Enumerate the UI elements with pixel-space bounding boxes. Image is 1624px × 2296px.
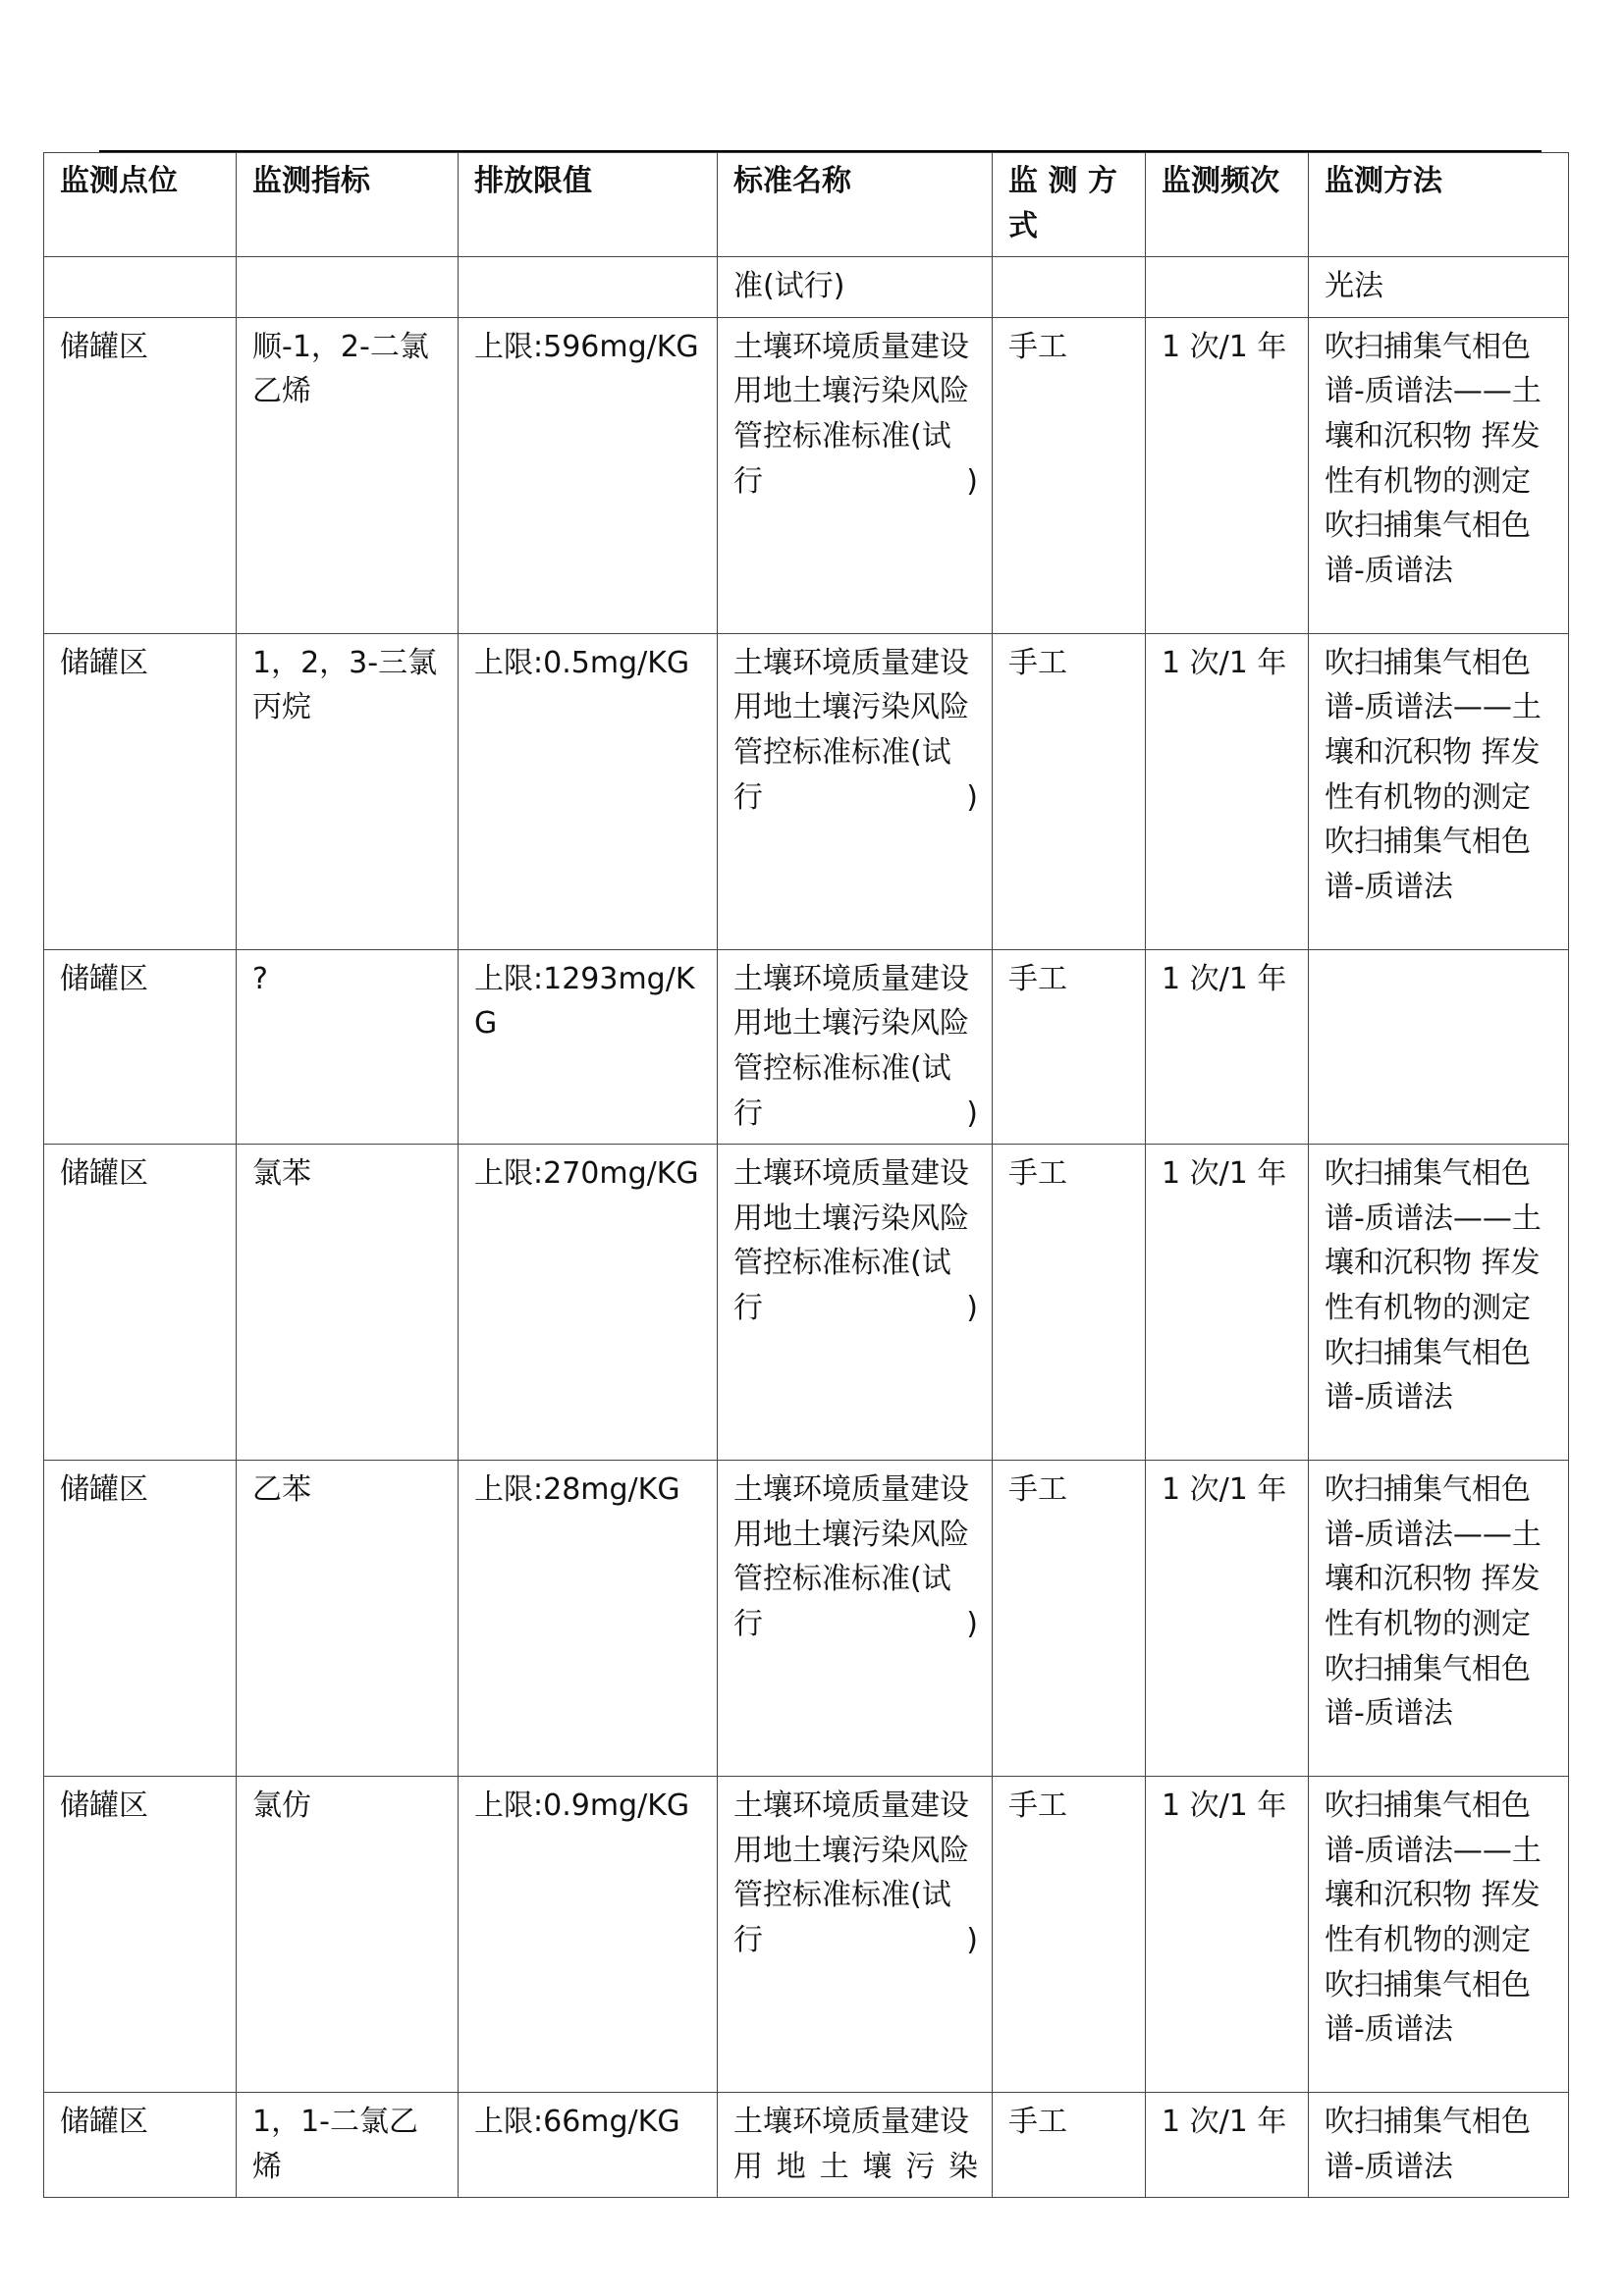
cell-indicator: 顺-1，2-二氯乙烯 bbox=[237, 317, 459, 633]
table-row bbox=[44, 1461, 1569, 1777]
cell-mode: 手工 bbox=[993, 1461, 1146, 1777]
cell-mode: 手工 bbox=[993, 1777, 1146, 2093]
cell-frequency: 1 次/1 年 bbox=[1146, 2093, 1309, 2198]
cell-method: 吹扫捕集气相色谱-质谱法——土壤和沉积物 挥发性有机物的测定 吹扫捕集气相色谱-质谱法 bbox=[1309, 317, 1569, 633]
cell-frequency: 1 次/1 年 bbox=[1146, 1777, 1309, 2093]
cell-mode bbox=[993, 257, 1146, 318]
table-header-row bbox=[44, 153, 1569, 257]
cell-limit: 上限:28mg/KG bbox=[459, 1461, 718, 1777]
cell-standard: 土壤环境质量建设用地土壤污染风险管控标准标准(试行) bbox=[718, 1145, 993, 1461]
table-row bbox=[44, 317, 1569, 633]
cell-limit: 上限:1293mg/KG bbox=[459, 949, 718, 1144]
cell-frequency: 1 次/1 年 bbox=[1146, 1461, 1309, 1777]
cell-mode: 手工 bbox=[993, 949, 1146, 1144]
header-point: 监测点位 bbox=[44, 153, 237, 257]
cell-indicator: 1，2，3-三氯丙烷 bbox=[237, 633, 459, 949]
table-row bbox=[44, 1145, 1569, 1461]
cell-method: 吹扫捕集气相色谱-质谱法——土壤和沉积物 挥发性有机物的测定 吹扫捕集气相色谱-质谱法 bbox=[1309, 1777, 1569, 2093]
cell-limit: 上限:66mg/KG bbox=[459, 2093, 718, 2198]
header-mode: 监 测 方 式 bbox=[993, 153, 1146, 257]
cell-limit: 上限:0.9mg/KG bbox=[459, 1777, 718, 2093]
cell-standard: 土壤环境质量建设用地土壤污染 bbox=[718, 2093, 993, 2198]
cell-frequency: 1 次/1 年 bbox=[1146, 633, 1309, 949]
cell-method: 吹扫捕集气相色谱-质谱法——土壤和沉积物 挥发性有机物的测定 吹扫捕集气相色谱-质谱法 bbox=[1309, 1145, 1569, 1461]
cell-mode: 手工 bbox=[993, 633, 1146, 949]
cell-mode: 手工 bbox=[993, 317, 1146, 633]
header-frequency: 监测频次 bbox=[1146, 153, 1309, 257]
cell-indicator: 氯仿 bbox=[237, 1777, 459, 2093]
cell-point: 储罐区 bbox=[44, 1461, 237, 1777]
cell-indicator: 1，1-二氯乙烯 bbox=[237, 2093, 459, 2198]
cell-point: 储罐区 bbox=[44, 1145, 237, 1461]
cell-limit: 上限:270mg/KG bbox=[459, 1145, 718, 1461]
cell-mode: 手工 bbox=[993, 1145, 1146, 1461]
cell-indicator bbox=[237, 257, 459, 318]
cell-frequency: 1 次/1 年 bbox=[1146, 949, 1309, 1144]
table-row bbox=[44, 1777, 1569, 2093]
table-row bbox=[44, 633, 1569, 949]
cell-method: 吹扫捕集气相色谱-质谱法——土壤和沉积物 挥发性有机物的测定 吹扫捕集气相色谱-质谱法 bbox=[1309, 1461, 1569, 1777]
cell-method bbox=[1309, 949, 1569, 1144]
cell-point: 储罐区 bbox=[44, 633, 237, 949]
cell-point bbox=[44, 257, 237, 318]
cell-standard: 土壤环境质量建设用地土壤污染风险管控标准标准(试行) bbox=[718, 949, 993, 1144]
cell-method: 吹扫捕集气相色谱-质谱法 bbox=[1309, 2093, 1569, 2198]
cell-standard: 土壤环境质量建设用地土壤污染风险管控标准标准(试行) bbox=[718, 633, 993, 949]
cell-point: 储罐区 bbox=[44, 2093, 237, 2198]
cell-limit bbox=[459, 257, 718, 318]
cell-frequency: 1 次/1 年 bbox=[1146, 317, 1309, 633]
cell-method: 光法 bbox=[1309, 257, 1569, 318]
header-indicator: 监测指标 bbox=[237, 153, 459, 257]
cell-method: 吹扫捕集气相色谱-质谱法——土壤和沉积物 挥发性有机物的测定 吹扫捕集气相色谱-质谱法 bbox=[1309, 633, 1569, 949]
cell-indicator: 氯苯 bbox=[237, 1145, 459, 1461]
table-row bbox=[44, 2093, 1569, 2198]
cell-point: 储罐区 bbox=[44, 1777, 237, 2093]
cell-limit: 上限:0.5mg/KG bbox=[459, 633, 718, 949]
cell-mode: 手工 bbox=[993, 2093, 1146, 2198]
cell-point: 储罐区 bbox=[44, 317, 237, 633]
cell-standard: 土壤环境质量建设用地土壤污染风险管控标准标准(试行) bbox=[718, 1461, 993, 1777]
cell-limit: 上限:596mg/KG bbox=[459, 317, 718, 633]
table-row bbox=[44, 949, 1569, 1144]
cell-frequency: 1 次/1 年 bbox=[1146, 1145, 1309, 1461]
cell-standard: 准(试行) bbox=[718, 257, 993, 318]
table-row-continuation bbox=[44, 257, 1569, 318]
cell-standard: 土壤环境质量建设用地土壤污染风险管控标准标准(试行) bbox=[718, 317, 993, 633]
cell-indicator: ? bbox=[237, 949, 459, 1144]
cell-standard: 土壤环境质量建设用地土壤污染风险管控标准标准(试行) bbox=[718, 1777, 993, 2093]
monitoring-table bbox=[43, 152, 1569, 2198]
cell-indicator: 乙苯 bbox=[237, 1461, 459, 1777]
cell-frequency bbox=[1146, 257, 1309, 318]
header-method: 监测方法 bbox=[1309, 153, 1569, 257]
header-limit: 排放限值 bbox=[459, 153, 718, 257]
cell-point: 储罐区 bbox=[44, 949, 237, 1144]
header-standard: 标准名称 bbox=[718, 153, 993, 257]
